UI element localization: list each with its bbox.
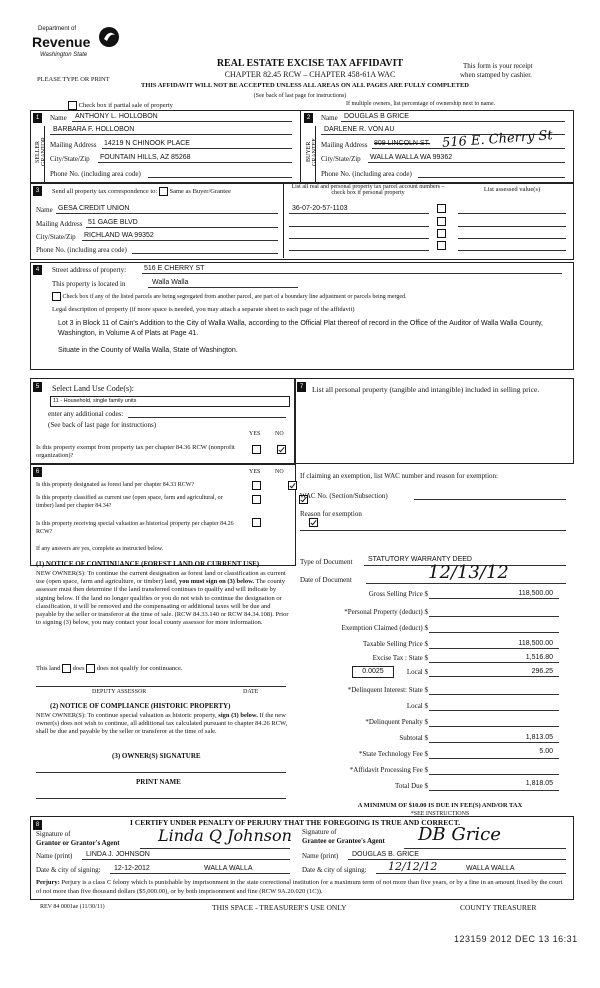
land-use-select[interactable]: 11 - Household, single family units [50, 396, 290, 407]
rule [458, 226, 566, 227]
buyer-mailing-struck: 809 LINCOLN ST. [374, 140, 431, 147]
notice1-part-a: NEW OWNER(S): To continue the current designation as forest land or classification as current use (open space, farm and agriculture, or timber) land, [36, 570, 286, 586]
print-name-label: PRINT NAME [136, 778, 181, 786]
dor-logo [32, 24, 122, 70]
grantor-sig-label [36, 830, 120, 848]
exempt-claimed-label: Exemption Claimed (deduct) $ [341, 624, 428, 632]
rule [348, 859, 566, 860]
historic-no-checkbox[interactable] [309, 518, 318, 527]
grantee-sig-label-line2: Grantee or Grantee's Agent [302, 837, 385, 845]
rule [140, 848, 290, 849]
receipt-stamp: 123159 2012 DEC 13 16:31 [454, 934, 578, 944]
minimum-note: A MINIMUM OF $10.00 IS DUE IN FEE(S) AND/OR TAX [357, 802, 523, 809]
buyer-name-1[interactable]: DOUGLAS B GRICE [344, 113, 409, 120]
grantor-date-label: Date & city of signing: [36, 866, 101, 874]
rule [148, 177, 292, 178]
this-land-row [36, 664, 183, 673]
grantor-city[interactable]: WALLA WALLA [204, 865, 253, 872]
parcel-2-personal-checkbox[interactable] [437, 217, 446, 226]
gross-label: Gross Selling Price $ [368, 590, 428, 598]
rule [289, 238, 429, 239]
delinq-local-label: Local $ [406, 702, 428, 710]
rule [110, 873, 290, 874]
if-yes-note: If any answers are yes, complete as instructed below. [36, 546, 164, 552]
county-treasurer-label: COUNTY TREASURER [460, 903, 537, 912]
grantee-city[interactable]: WALLA WALLA [466, 865, 515, 872]
receipt-note-1: This form is your receipt [463, 62, 533, 70]
rule [429, 598, 559, 599]
current-use-yes-checkbox[interactable] [252, 495, 261, 504]
rule [429, 616, 559, 617]
section-6-number: 6 [33, 467, 42, 477]
section-3-number: 3 [33, 186, 42, 196]
total-value[interactable]: 1,818.05 [525, 780, 553, 787]
historic-question: Is this property receiving special valuation as historical property per chapter 84.26 RCW? [36, 521, 234, 535]
total-label: Total Due $ [395, 782, 428, 790]
receipt-note-2: when stamped by cashier. [460, 71, 532, 79]
buyer-name-label: Name [321, 114, 338, 122]
segregated-checkbox[interactable] [52, 292, 61, 301]
rule [368, 162, 565, 163]
corr-city[interactable]: RICHLAND WA 99352 [84, 232, 154, 239]
rule [82, 859, 290, 860]
current-use-question: Is this property classified as current use (open space, farm and agricultural, or timber) land per chapter 84.34? [36, 495, 223, 509]
situate-text[interactable]: Situate in the County of Walla Walla, State of Washington. [58, 347, 238, 354]
doc-type-label: Type of Document [300, 558, 353, 566]
grantor-name[interactable]: LINDA J. JOHNSON [86, 851, 150, 858]
street-label: Street address of property: [52, 266, 127, 274]
exempt-question: Is this property exempt from property tax per chapter 84.36 RCW (nonprofit organization)? [36, 444, 235, 459]
deputy-assessor-label: DEPUTY ASSESSOR [92, 689, 147, 695]
seller-city-label: City/State/Zip [50, 155, 90, 163]
gross-value[interactable]: 118,500.00 [518, 590, 553, 597]
parcel-1-personal-checkbox[interactable] [437, 204, 446, 213]
doc-type-value[interactable]: STATUTORY WARRANTY DEED [368, 556, 472, 563]
forest-yes-checkbox[interactable] [252, 481, 261, 490]
local-value[interactable]: 296.25 [531, 668, 553, 675]
parcel-4-personal-checkbox[interactable] [437, 241, 446, 250]
land-use-label: Select Land Use Code(s): [52, 384, 134, 393]
grantee-date-label: Date & city of signing: [302, 866, 367, 874]
grantor-sig-label-line2: Grantor or Grantor's Agent [36, 839, 120, 847]
rule [341, 121, 565, 122]
notice1-part-c: The county assessor must then determine if the land transferred continues to qualify and will indicate by signing below. If the land no longer qualifies or you do not wish to continue the designation or classification, it will be removed and the compensating or additional taxes will be due and payable by the seller or transferor at the time of sale. (RCW 84.33.140 or RCW 84.34.108). Prior to signing (3) below, you may contact your local county assessor for more information. [36, 578, 289, 627]
notice2-part-c: If the new owner(s) does not wish to continue, all additional tax calculated pursuant to chapter 84.26 RCW, shall be due and payable by the seller or transferor at the time of sale. [36, 712, 288, 736]
rule [429, 774, 559, 775]
rule [458, 213, 566, 214]
rule [50, 134, 292, 135]
treasurer-use-label: THIS SPACE - TREASURER'S USE ONLY [212, 903, 347, 912]
personal-label: *Personal Property (deduct) $ [344, 608, 428, 616]
rule [418, 177, 565, 178]
section-5-number: 5 [33, 382, 42, 392]
affidavit-fee-label: *Affidavit Processing Fee $ [349, 766, 428, 774]
grantee-name[interactable]: DOUGLAS B. GRICE [352, 851, 419, 858]
parcels-header: List all real and personal property tax parcel account numbers – check box if personal property [291, 184, 445, 196]
perjury-text: Perjury is a class C felony which is punishable by imprisonment in the state correctional institution for a maximum term of not more than five years, or by a fine in an amount fixed by the court of not more than five thousand dollars ($5,000.00), or by both imprisonment and fine (RCW 9A.20.020 (1C)). [36, 879, 563, 895]
tech-fee-value[interactable]: 5.00 [539, 748, 553, 755]
form-warning: THIS AFFIDAVIT WILL NOT BE ACCEPTED UNLESS ALL AREAS ON ALL PAGES ARE FULLY COMPLETED [141, 82, 469, 89]
historic-yes-checkbox[interactable] [252, 518, 261, 527]
divider [283, 182, 284, 258]
grantee-signature[interactable]: DB Grice [418, 824, 501, 845]
rule [128, 417, 286, 418]
does-not-label: does not qualify for continuance. [96, 664, 183, 672]
rule [56, 213, 278, 214]
subtotal-label: Subtotal $ [399, 734, 428, 742]
rule [102, 148, 292, 149]
rule [414, 499, 566, 500]
rule [86, 227, 278, 228]
grantee-sig-label [302, 828, 385, 846]
parcel-3-personal-checkbox[interactable] [437, 229, 446, 238]
grantor-name-label: Name (print) [36, 852, 73, 860]
buyer-mailing-handwritten[interactable]: 516 E. Cherry St [441, 128, 554, 151]
tax-table [296, 588, 568, 798]
subtotal-value[interactable]: 1,813.05 [525, 734, 553, 741]
rule [429, 632, 559, 633]
corr-city-label: City/State/Zip [36, 233, 76, 241]
please-type: PLEASE TYPE OR PRINT [37, 76, 110, 83]
legal-label: Legal description of property (if more space is needed, you may attach a separate sheet to each page of the affidavit) [52, 306, 355, 313]
rule [429, 790, 559, 791]
grantee-sig-label-line1: Signature of [302, 828, 337, 836]
buyer-city-label: City/State/Zip [321, 155, 361, 163]
rule [36, 686, 286, 687]
logo-swirl-icon [98, 26, 120, 48]
seller-phone-label: Phone No. (including area code) [50, 170, 141, 178]
rule [72, 121, 292, 122]
seller-name-label: Name [50, 114, 67, 122]
rev-number: REV 84 0001ae (11/30/11) [40, 904, 105, 910]
buyer-tag: BUYER [306, 141, 312, 163]
certify-statement: I CERTIFY UNDER PENALTY OF PERJURY THAT THE FOREGOING IS TRUE AND CORRECT. [130, 818, 461, 827]
rule [429, 676, 559, 677]
rule [458, 250, 566, 251]
multiple-owners-note: If multiple owners, list percentage of ownership next to name. [346, 101, 496, 107]
notice1-part-b: you must sign on (3) below. [178, 578, 255, 586]
rule [36, 798, 286, 799]
local-rate-box[interactable]: 0.0025 [352, 666, 394, 678]
seller-city[interactable]: FOUNTAIN HILLS, AZ 85268 [100, 154, 191, 161]
corr-name[interactable]: GESA CREDIT UNION [58, 205, 130, 212]
rule [429, 662, 559, 663]
reason-label: Reason for exemption [300, 510, 362, 518]
grantee-name-label: Name (print) [302, 852, 339, 860]
notice1-title: (1) NOTICE OF CONTINUANCE (FOREST LAND OR CURRENT USE) [36, 560, 260, 568]
rule [82, 240, 278, 241]
seller-tag: SELLER [35, 141, 41, 163]
section-7-number: 7 [297, 382, 306, 392]
does-label: does [72, 664, 85, 672]
see-instructions-note: *SEE INSTRUCTIONS [410, 811, 470, 817]
partial-sale-label: Check box if partial sale of property [78, 101, 173, 109]
doc-date-label: Date of Document [300, 576, 352, 584]
form-title: REAL ESTATE EXCISE TAX AFFIDAVIT [216, 58, 404, 69]
logo-department: Department of [38, 26, 77, 32]
additional-codes-label: enter any additional codes: [48, 410, 124, 418]
rule [289, 250, 429, 251]
buyer-mailing-label: Mailing Address [321, 141, 368, 149]
seller-mailing-label: Mailing Address [50, 141, 97, 149]
legal-description[interactable]: Lot 3 in Block 11 of Cain's Addition to the City of Walla Walla, according to the Official Plat thereof of record in the Office of the Auditor of Walla Walla County, Washington, in Volume A of Plats at Page 41. [58, 320, 543, 337]
corr-name-label: Name [36, 206, 53, 214]
land-use-see-back: (See back of last page for instructions) [48, 421, 157, 429]
rule [289, 213, 429, 214]
grantor-date[interactable]: 12-12-2012 [114, 865, 150, 872]
rule [148, 287, 298, 288]
s6-yes-header: YES [249, 469, 261, 475]
rule [142, 273, 562, 274]
forest-no-checkbox[interactable] [288, 481, 297, 490]
taxable-label: Taxable Selling Price $ [362, 640, 428, 648]
grantor-signature[interactable]: Linda Q Johnson [158, 826, 292, 845]
rule [132, 253, 278, 254]
doc-date-value[interactable]: 12/13/12 [428, 562, 509, 583]
grantor-sig-label-line1: Signature of [36, 830, 71, 838]
notice2-part-a: NEW OWNER(S): To continue special valuation as historic property, [36, 712, 217, 719]
located-label: This property is located in [52, 280, 126, 288]
perjury-label: Perjury: [36, 879, 60, 886]
rule [98, 162, 292, 163]
rule [300, 530, 566, 531]
located-value[interactable]: Walla Walla [152, 279, 189, 286]
section-4-number: 4 [33, 265, 42, 275]
land-use-yes-header: YES [249, 431, 261, 437]
land-use-no-header: NO [275, 431, 284, 437]
corr-mailing-label: Mailing Address [36, 220, 83, 228]
s6-no-header: NO [275, 469, 284, 475]
divider [315, 126, 316, 182]
forest-question: Is this property designated as forest land per chapter 84.33 RCW? [36, 482, 195, 488]
corr-mailing[interactable]: 51 GAGE BLVD [88, 219, 138, 226]
same-as-buyer-checkbox[interactable] [159, 187, 168, 196]
rule [458, 238, 566, 239]
rule [289, 226, 429, 227]
rule [429, 758, 559, 759]
delinq-state-label: *Delinquent Interest: State $ [347, 686, 428, 694]
seller-name-2[interactable]: BARBARA F. HOLLOBON [53, 126, 135, 133]
rule [429, 648, 559, 649]
owner-signature-label: (3) OWNER(S) SIGNATURE [112, 752, 201, 760]
rule [376, 873, 566, 874]
perjury-notice [36, 879, 568, 896]
excise-state-label: Excise Tax : State $ [372, 654, 428, 662]
form-chapter: CHAPTER 82.45 RCW – CHAPTER 458-61A WAC [224, 70, 396, 79]
rule [36, 772, 286, 773]
correspondence-label: Send all property tax correspondence to: [52, 187, 158, 195]
parcel-1[interactable]: 36-07-20-57-1103 [292, 205, 348, 212]
buyer-city[interactable]: WALLA WALLA WA 99362 [370, 154, 453, 161]
rule [429, 694, 559, 695]
excise-state-value[interactable]: 1,516.80 [525, 654, 553, 661]
does-not-checkbox[interactable] [86, 664, 95, 673]
deputy-date-label: DATE [243, 689, 259, 695]
logo-washington: Washington State [40, 52, 88, 58]
notice2-text [36, 712, 292, 737]
wac-question: If claiming an exemption, list WAC number and reason for exemption: [300, 472, 498, 480]
rule [429, 726, 559, 727]
rule [429, 742, 559, 743]
divider [44, 126, 45, 182]
notice1-text [36, 570, 292, 627]
this-land-label: This land [36, 664, 61, 672]
logo-revenue: Revenue [32, 34, 91, 50]
segregated-row [52, 292, 407, 301]
does-checkbox[interactable] [62, 664, 71, 673]
same-as-buyer-label: Same as Buyer/Grantee [169, 187, 231, 195]
buyer-name-2[interactable]: DARLENE R. VON AU [324, 126, 395, 133]
notice2-part-b: sign (3) below. [218, 712, 258, 719]
taxable-value[interactable]: 118,500.00 [518, 640, 553, 647]
corr-phone-label: Phone No. (including area code) [36, 246, 127, 254]
street-value[interactable]: 516 E CHERRY ST [144, 265, 205, 272]
delinq-penalty-label: *Delinquent Penalty $ [365, 718, 428, 726]
divider [300, 110, 301, 182]
partial-sale-checkbox[interactable] [68, 101, 77, 110]
section-1-number: 1 [33, 113, 42, 123]
seller-name-1[interactable]: ANTHONY L. HOLLOBON [75, 113, 158, 120]
partial-sale-row [68, 101, 173, 110]
assessed-header: List assessed value(s) [483, 186, 541, 193]
rule [429, 710, 559, 711]
personal-property-label: List all personal property (tangible and intangible) included in selling price. [312, 385, 540, 394]
exempt-no-checkbox[interactable] [277, 445, 286, 454]
rule [366, 583, 566, 584]
section-8-number: 8 [33, 820, 42, 830]
buyer-phone-label: Phone No. (including area code) [321, 170, 412, 178]
section-2-number: 2 [304, 113, 313, 123]
wac-label: WAC No. (Section/Subsection) [300, 492, 388, 500]
correspondence-row [52, 187, 231, 196]
see-back-header: (See back of last page for instructions) [253, 93, 347, 99]
exempt-yes-checkbox[interactable] [252, 445, 261, 454]
notice2-title: (2) NOTICE OF COMPLIANCE (HISTORIC PROPERTY) [50, 702, 231, 710]
grantee-date[interactable]: 12/12/12 [388, 860, 438, 873]
segregated-label: Check box if any of the listed parcels are being segregated from another parcel, are part of a boundary line adjustment or parcels being merged. [62, 293, 407, 300]
tech-fee-label: *State Technology Fee $ [358, 750, 428, 758]
rule [404, 848, 566, 849]
seller-mailing[interactable]: 14219 N CHINOOK PLACE [104, 140, 190, 147]
local-label: Local $ [406, 668, 428, 676]
